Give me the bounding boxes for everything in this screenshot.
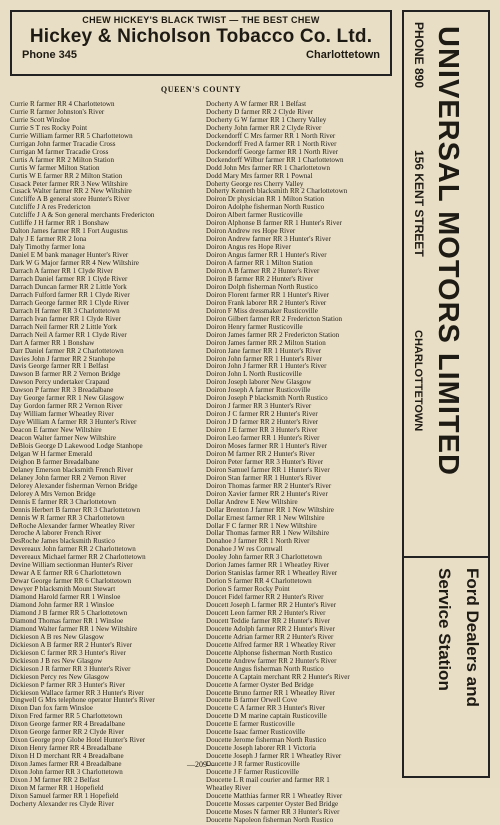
directory-entry: Dark W G Major farmer RR 4 New Wiltshire <box>10 259 139 268</box>
directory-entry: Deighon B farmer Breadalbane <box>10 457 100 466</box>
directory-entry: Dixon J M farmer RR 2 Belfast <box>10 776 100 785</box>
directory-entry: Doucette A Captain merchant RR 2 Hunter's River <box>206 672 350 681</box>
directory-entry: Dockendorff Wilbur farmer RR 1 Charlottetown <box>206 155 344 164</box>
directory-entry: Doiron J C farmer RR 2 Hunter's River <box>206 410 318 419</box>
directory-entry: Doherty George res Cherry Valley <box>206 179 304 188</box>
directory-entry: Dorion James farmer RR 1 Wheatley River <box>206 561 330 570</box>
directory-entry: Cutcliffe A B general store Hunter's River <box>10 195 130 204</box>
directory-entry: Diamond Walter farmer RR 1 New Wiltshire <box>10 624 138 633</box>
directory-entry: Devine William sectionman Hunter's River <box>10 561 133 570</box>
directory-entry: Donahoe J W res Cornwall <box>206 545 283 554</box>
directory-entry: Day William farmer Wheatley River <box>10 410 114 419</box>
directory-entry: Dickieson C farmer RR 3 Hunter's River <box>10 648 126 657</box>
directory-entry: Dickieson Percy res New Glasgow <box>10 672 110 681</box>
county-heading: QUEEN'S COUNTY <box>160 85 242 94</box>
directory-entry: Currie William farmer RR 5 Charlottetown <box>10 131 133 140</box>
directory-entry: Doiron Andrew res Hope River <box>206 227 296 236</box>
directory-entry: Doiron Andrew farmer RR 3 Hunter's River <box>206 235 331 244</box>
directory-entry: Doiron Peter farmer RR 3 Hunter's River <box>206 457 324 466</box>
directory-entry: Wheatley River <box>206 783 251 792</box>
directory-entry: Delorey Alexander fisherman Vernon Bridge <box>10 481 138 490</box>
directory-entry: Dickieson J B res New Glasgow <box>10 656 103 665</box>
directory-entry: Doiron Xavier farmer RR 2 Hunter's River <box>206 489 328 498</box>
directory-entry: Dixon M farmer RR 1 Hopefield <box>10 783 104 792</box>
directory-entry: Delaney John farmer RR 2 Vernon River <box>10 473 127 482</box>
directory-entry: Darrach Duncan farmer RR 2 Little York <box>10 282 127 291</box>
directory-entry: Dockendorff George farmer RR 1 North River <box>206 147 339 156</box>
directory-entry: Dollar F C farmer RR 1 New Wiltshire <box>206 521 317 530</box>
directory-entry: Doucette E farmer Rusticoville <box>206 720 295 729</box>
directory-entry: Dewar George farmer RR 6 Charlottetown <box>10 577 132 586</box>
directory-entry: Dickieson Wallace farmer RR 3 Hunter's River <box>10 688 144 697</box>
directory-entry: Darrach Daniel farmer RR 1 Clyde River <box>10 274 128 283</box>
directory-entry: Day George farmer RR 1 New Glasgow <box>10 394 124 403</box>
tobacco-advertisement <box>10 10 392 76</box>
directory-entry: Darrach Neil A farmer RR 1 Clyde River <box>10 330 127 339</box>
directory-entry: Dewar A E farmer RR 6 Charlottetown <box>10 569 122 578</box>
directory-entry: Dockendorff C Mrs farmer RR 1 North River <box>206 131 336 140</box>
directory-entry: Curtis A farmer RR 2 Milton Station <box>10 155 115 164</box>
directory-entry: Doiron J D farmer RR 2 Hunter's River <box>206 418 319 427</box>
directory-entry: Delgan W H farmer Emerald <box>10 449 93 458</box>
directory-entry: Doiron Moses farmer RR 1 Hunter's River <box>206 441 328 450</box>
directory-entry: Doiron John farmer RR 1 Hunter's River <box>206 354 322 363</box>
directory-entry: DeBlois George D Lakewood Lodge Stanhope <box>10 441 143 450</box>
directory-entry: Dennis W R farmer RR 3 Charlottetown <box>10 513 125 522</box>
directory-entry: Darrach Neil farmer RR 2 Little York <box>10 322 117 331</box>
directory-entry: Dixon Fred farmer RR 5 Charlottetown <box>10 712 123 721</box>
directory-entry: Cutliffe J H farmer RR 1 Bonshaw <box>10 219 110 228</box>
directory-entry: Doiron Joseph laborer New Glasgow <box>206 378 312 387</box>
directory-entry: Cusack Peter farmer RR 3 New Wiltshire <box>10 179 128 188</box>
directory-entry: Doucette A farmer Oyster Bed Bridge <box>206 680 314 689</box>
directory-entry: Doiron Frank laborer RR 2 Hunter's River <box>206 298 327 307</box>
directory-entry: Doiron Henry farmer Rusticoville <box>206 322 303 331</box>
directory-entry: Deroche A laborer French River <box>10 529 102 538</box>
directory-entry: Dennis Herbert B farmer RR 3 Charlottetown <box>10 505 141 514</box>
directory-entry: Curtis W E farmer RR 2 Milton Station <box>10 171 123 180</box>
directory-entry: Doiron A B farmer RR 2 Hunter's River <box>206 267 320 276</box>
right-directory-column <box>206 100 398 824</box>
directory-entry: Doucette Alphonse fisherman North Rustico <box>206 648 333 657</box>
directory-entry: Day Gordon farmer RR 2 Vernon River <box>10 402 123 411</box>
directory-entry: Dorion S farmer RR 4 Charlottetown <box>206 577 312 586</box>
directory-entry: Devereaux Michael farmer RR 2 Charlottetown <box>10 553 146 562</box>
directory-entry: Doucette D M marine captain Rusticoville <box>206 712 327 721</box>
motors-advertisement <box>402 10 490 778</box>
side-ad-street: 156 KENT STREET <box>412 150 426 257</box>
directory-entry: Dennis E farmer RR 3 Charlottetown <box>10 497 117 506</box>
directory-entry: Doucett Teddie farmer RR 2 Hunter's River <box>206 616 330 625</box>
directory-entry: Dickieson P farmer RR 3 Hunter's River <box>10 680 125 689</box>
directory-entry: Dawson P farmer RR 3 Breadalbane <box>10 386 114 395</box>
directory-entry: Darr Daniel farmer RR 2 Charlottetown <box>10 346 124 355</box>
directory-entry: Currigan John farmer Tracadie Cross <box>10 139 116 148</box>
directory-entry: Doucett Leon farmer RR 2 Hunter's River <box>206 609 326 617</box>
directory-entry: Dawson Percy undertaker Crapaud <box>10 378 110 387</box>
directory-entry: Deacon Walter farmer New Wiltshire <box>10 434 116 443</box>
directory-entry: Dickieson A B res New Glasgow <box>10 632 104 641</box>
directory-entry: Daly J E farmer RR 2 Iona <box>10 235 87 244</box>
directory-entry: Doiron Dolph fisherman North Rustico <box>206 282 318 291</box>
directory-entry: Darrach Ivan farmer RR 1 Clyde River <box>10 314 122 323</box>
directory-entry: Docherty Alexander res Clyde River <box>10 799 114 808</box>
directory-entry: Doiron Adolphe fisherman North Rustico <box>206 203 325 212</box>
directory-entry: Doucette Adrian farmer RR 2 Hunter's River <box>206 632 334 641</box>
directory-entry: Dixon George farmer RR 4 Breadalbane <box>10 720 125 729</box>
directory-entry: Doucette Napoleon fisherman North Rustico <box>206 815 334 824</box>
directory-entry: Davies John J farmer RR 2 Stanhope <box>10 354 116 363</box>
directory-entry: Cusack Walter farmer RR 2 New Wiltshire <box>10 187 132 196</box>
directory-entry: Doiron James farmer RR 2 Milton Station <box>206 338 326 347</box>
side-ad-city: CHARLOTTETOWN <box>412 330 424 432</box>
directory-entry: Doiron B farmer RR 2 Hunter's River <box>206 274 314 283</box>
directory-entry: Doucette B farmer Orwell Cove <box>206 696 298 705</box>
directory-entry: Dixon Henry farmer RR 4 Breadalbane <box>10 744 122 753</box>
directory-entry: Dixon John farmer RR 3 Charlottetown <box>10 768 123 777</box>
directory-entry: Dewyer P blacksmith Mount Stewart <box>10 585 116 594</box>
directory-entry: Dollar Brenton J farmer RR 1 New Wiltshire <box>206 505 334 514</box>
directory-entry: Docherty D farmer RR 2 Clyde River <box>206 107 314 116</box>
directory-entry: Dockendorff Fred A farmer RR 1 North River <box>206 139 337 148</box>
directory-entry: Donahoe J farmer RR 1 North River <box>206 537 310 546</box>
directory-entry: Currie S T res Rocky Point <box>10 123 88 132</box>
directory-entry: Doiron Angus res Hope River <box>206 243 291 252</box>
directory-entry: Davis George farmer RR 1 Belfast <box>10 362 109 371</box>
directory-entry: Doucette Alfred farmer RR 1 Wheatley River <box>206 640 336 649</box>
directory-entry: Cutcliffe J A & Son general merchants Fredericton <box>10 211 155 220</box>
directory-entry: Diamond Harold farmer RR 1 Winsloe <box>10 593 121 602</box>
directory-entry: Darrach George farmer RR 1 Clyde River <box>10 298 130 307</box>
directory-entry: Doiron J E farmer RR 3 Hunter's River <box>206 426 318 435</box>
directory-entry: Doucette L R mail courier and farmer RR 1 <box>206 776 330 785</box>
side-ad-divider <box>404 556 488 558</box>
ad-contact-row <box>12 49 390 61</box>
directory-entry: Docherty G W farmer RR 1 Cherry Valley <box>206 115 327 124</box>
directory-entry: Doucette Andrew farmer RR 2 Hunter's River <box>206 656 337 665</box>
directory-entry: Doiron Leo farmer RR 1 Hunter's River <box>206 434 320 443</box>
directory-entry: Doucett Joseph L farmer RR 2 Hunter's River <box>206 601 337 610</box>
directory-entry: Doiron Joseph A farmer Rusticoville <box>206 386 311 395</box>
directory-entry: Doucette Moses N farmer RR 3 Hunter's River <box>206 807 340 816</box>
directory-entry: Diamond J B farmer RR 5 Charlottetown <box>10 609 128 617</box>
directory-entry: Doiron John L North Rusticoville <box>206 370 302 379</box>
directory-entry: Curtis W farmer Milton Station <box>10 163 100 172</box>
directory-entry: Doucette Adolph farmer RR 2 Hunter's River <box>206 624 335 633</box>
directory-entry: Dixon George farmer RR 2 Clyde River <box>10 728 125 737</box>
directory-entry: Darrach A farmer RR 1 Clyde River <box>10 267 113 276</box>
directory-entry: Daly Timothy farmer Iona <box>10 243 85 252</box>
directory-entry: Doiron Stan farmer RR 1 Hunter's River <box>206 473 322 482</box>
side-ad-services <box>430 568 486 707</box>
directory-entry: Doucette Mosses carpenter Oyster Bed Bridge <box>206 799 339 808</box>
directory-entry: Doiron Florent farmer RR 1 Hunter's River <box>206 290 330 299</box>
directory-entry: Dollar Ernest farmer RR 1 New Wiltshire <box>206 513 325 522</box>
directory-entry: Doucette Angus fisherman North Rustico <box>206 664 324 673</box>
directory-entry: Doucette C A farmer RR 3 Hunter's River <box>206 704 325 713</box>
directory-entry: Cutcliffe J A res Fredericton <box>10 203 91 212</box>
directory-entry: Dingwell G Mrs telephone operator Hunter's River <box>10 696 155 705</box>
ad-city: Charlottetown <box>306 49 380 61</box>
directory-entry: Doiron J farmer RR 3 Hunter's River <box>206 402 312 411</box>
side-ad-company-name: UNIVERSAL MOTORS LIMITED <box>432 26 464 476</box>
directory-entry: Doiron James farmer RR 2 Fredericton Station <box>206 330 340 339</box>
directory-entry: Doucette Jerome fisherman North Rustico <box>206 736 327 745</box>
directory-entry: Doiron Albert farmer Rusticoville <box>206 211 303 220</box>
directory-entry: Delorey A Mrs Vernon Bridge <box>10 489 96 498</box>
directory-entry: Diamond Thomas farmer RR 1 Winsloe <box>10 616 124 625</box>
ad-phone: Phone 345 <box>22 49 78 61</box>
directory-entry: Devereaux John farmer RR 2 Charlottetown <box>10 545 136 554</box>
directory-entry: Darrach Fulford farmer RR 1 Clyde River <box>10 290 130 299</box>
directory-entry: Dooley John farmer RR 3 Charlottetown <box>206 553 322 562</box>
directory-entry: Dorion S farmer Rocky Point <box>206 585 290 594</box>
directory-entry: Doucette Bruno farmer RR 1 Wheatley River <box>206 688 336 697</box>
directory-entry: DesRoche James blacksmith Rustico <box>10 537 115 546</box>
directory-entry: Doiron Angus farmer RR 1 Hunter's River <box>206 251 327 260</box>
directory-entry: Doiron Gilbert farmer RR 2 Fredericton Station <box>206 314 343 323</box>
directory-entry: Dickieson J R farmer RR 3 Hunter's River <box>10 664 131 673</box>
directory-entry: Doiron Samuel farmer RR 1 Hunter's River <box>206 465 330 474</box>
directory-entry: Doucette Isaac farmer Rusticoville <box>206 728 306 737</box>
directory-entry: Currie R farmer RR 4 Charlottetown <box>10 100 115 108</box>
directory-entry: Dixon Dan fox farm Winsloe <box>10 704 93 713</box>
directory-entry: Dawson B farmer RR 2 Vernon Bridge <box>10 370 121 379</box>
directory-entry: Doucette Joseph laborer RR 1 Victoria <box>206 744 316 753</box>
directory-entry: Doiron A farmer RR 1 Milton Station <box>206 259 313 268</box>
side-ad-services-line2: Service Station <box>435 568 454 691</box>
directory-entry: Doiron Dr physician RR 1 Milton Station <box>206 195 325 204</box>
directory-entry: Doherty Kenneth blacksmith RR 2 Charlottetown <box>206 187 348 196</box>
side-ad-services-line1: Ford Dealers and <box>463 568 482 707</box>
directory-entry: Dollar Thomas farmer RR 1 New Wiltshire <box>206 529 330 538</box>
directory-entry: Currigan M farmer Tracadie Cross <box>10 147 109 156</box>
directory-entry: Doiron Jane farmer RR 1 Hunter's River <box>206 346 322 355</box>
directory-entry: Docherty A W farmer RR 1 Belfast <box>206 100 307 108</box>
directory-entry: Doucette Joseph J farmer RR 1 Wheatley River <box>206 752 342 761</box>
directory-entry: Doiron John J farmer RR 1 Hunter's River <box>206 362 327 371</box>
directory-entry: Currie Scott Winsloe <box>10 115 70 124</box>
directory-entry: Doucette J R farmer Rusticoville <box>206 760 300 769</box>
directory-entry: Dodd Mary Mrs farmer RR 1 Pownal <box>206 171 313 180</box>
directory-entry: Dixon James farmer RR 4 Breadalbane <box>10 760 122 769</box>
directory-entry: Deacon E farmer New Wiltshire <box>10 426 102 435</box>
directory-entry: Docherty John farmer RR 2 Clyde River <box>206 123 322 132</box>
page-number: —209— <box>187 760 215 769</box>
side-ad-phone: PHONE 890 <box>412 22 426 89</box>
directory-entry: Dollar Andrew E New Wiltshire <box>206 497 298 506</box>
directory-entry: Doiron Joseph P blacksmith North Rustico <box>206 394 328 403</box>
directory-entry: Doucette Matthias farmer RR 1 Wheatley River <box>206 791 343 800</box>
directory-entry: DeRoche Alexander farmer Wheatley River <box>10 521 135 530</box>
directory-entry: Daniel E M bank manager Hunter's River <box>10 251 129 260</box>
directory-entry: Doiron Alphonse B farmer RR 1 Hunter's River <box>206 219 342 228</box>
directory-entry: Daye William A farmer RR 3 Hunter's River <box>10 418 137 427</box>
directory-entry: Dart A farmer RR 1 Bonshaw <box>10 338 95 347</box>
directory-entry: Dixon George prop Globe Hotel Hunter's River <box>10 736 146 745</box>
directory-entry: Diamond John farmer RR 1 Winsloe <box>10 601 115 610</box>
directory-entry: Dickieson A B farmer RR 2 Hunter's River <box>10 640 133 649</box>
directory-entry: Delaney Emerson blacksmith French River <box>10 465 133 474</box>
directory-entry: Doucette J F farmer Rusticoville <box>206 768 299 777</box>
directory-entry: Doiron F Miss dressmaker Rusticoville <box>206 306 318 315</box>
directory-entry: Doiron Thomas farmer RR 2 Hunter's River <box>206 481 332 490</box>
ad-slogan: CHEW HICKEY'S BLACK TWIST — THE BEST CHEW <box>82 15 320 25</box>
directory-entry: Currie R farmer Johnston's River <box>10 107 105 116</box>
ad-company-name: Hickey & Nicholson Tobacco Co. Ltd. <box>29 26 373 47</box>
directory-entry: Darrach H farmer RR 3 Charlottetown <box>10 306 120 315</box>
directory-entry: Dalton James farmer RR 1 Fort Augustus <box>10 227 128 236</box>
directory-entry: Dixon H D merchant RR 4 Breadalbane <box>10 752 124 761</box>
directory-entry: Doucet Fidel farmer RR 2 Hunter's River <box>206 593 324 602</box>
directory-entry: Dixon Samuel farmer RR 1 Hopefield <box>10 791 119 800</box>
directory-entry: Dodd John Mrs farmer RR 1 Charlottetown <box>206 163 331 172</box>
directory-entry: Dorion Stanislas farmer RR 1 Wheatley River <box>206 569 338 578</box>
directory-entry: Doiron M farmer RR 2 Hunter's River <box>206 449 315 458</box>
